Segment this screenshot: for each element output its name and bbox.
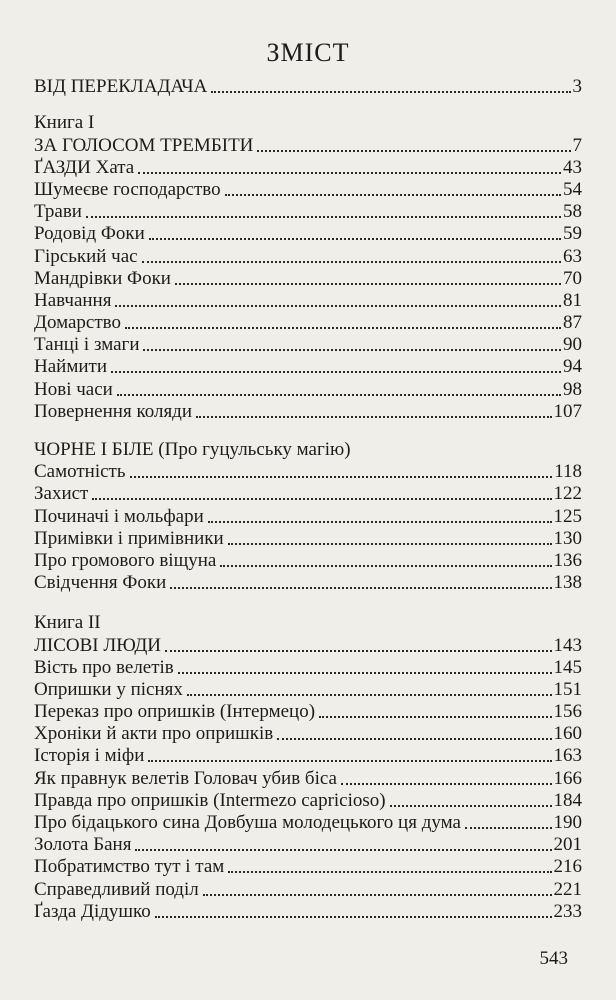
toc-entry bbox=[34, 290, 582, 312]
toc-entry-title: Починачі і мольфари bbox=[34, 505, 204, 527]
dot-leader bbox=[277, 738, 551, 740]
dot-leader bbox=[178, 672, 552, 674]
toc-entry-title: Правда про опришків (Intermezo capricioso) bbox=[34, 789, 386, 811]
dot-leader bbox=[149, 238, 561, 240]
toc-entry bbox=[34, 572, 582, 594]
dot-leader bbox=[228, 543, 552, 545]
toc-entry-page: 156 bbox=[553, 701, 582, 723]
toc-entry-page: 98 bbox=[563, 378, 582, 400]
toc-entry-title: Хроніки й акти про опришків bbox=[34, 723, 274, 745]
toc-entry-page: 145 bbox=[553, 656, 582, 678]
toc-entry bbox=[34, 378, 582, 400]
toc-entry-title: Нові часи bbox=[34, 378, 113, 400]
table-of-contents bbox=[34, 76, 582, 923]
dot-leader bbox=[135, 849, 551, 851]
toc-entry-page: 138 bbox=[553, 572, 582, 594]
toc-entry bbox=[34, 179, 582, 201]
toc-entry bbox=[34, 312, 582, 334]
dot-leader bbox=[341, 783, 552, 785]
toc-entry bbox=[34, 268, 582, 290]
toc-entry-page: 58 bbox=[563, 201, 582, 223]
toc-entry-page: 136 bbox=[553, 549, 582, 571]
toc-entry-title: Наймити bbox=[34, 356, 107, 378]
toc-entry bbox=[34, 812, 582, 834]
toc-entry-page: 201 bbox=[553, 834, 582, 856]
toc-entry bbox=[34, 679, 582, 701]
dot-leader bbox=[92, 498, 551, 500]
toc-entry bbox=[34, 901, 582, 923]
toc-entry-page: 118 bbox=[554, 461, 582, 483]
toc-entry-page: 125 bbox=[553, 505, 582, 527]
toc-entry bbox=[34, 334, 582, 356]
toc-entry bbox=[34, 767, 582, 789]
toc-entry-title: Справедливий поділ bbox=[34, 878, 199, 900]
dot-leader bbox=[203, 894, 552, 896]
toc-entry-page: 143 bbox=[553, 634, 582, 656]
dot-leader bbox=[170, 587, 551, 589]
dot-leader bbox=[228, 871, 551, 873]
toc-entry-title: Гірський час bbox=[34, 245, 138, 267]
toc-entry-title: Золота Баня bbox=[34, 834, 132, 856]
toc-entry-page: 59 bbox=[563, 223, 582, 245]
toc-entry bbox=[34, 201, 582, 223]
toc-entry-title: Як правнук велетів Головач убив біса bbox=[34, 767, 337, 789]
toc-entry-page: 90 bbox=[563, 334, 582, 356]
toc-entry bbox=[34, 505, 582, 527]
toc-entry bbox=[34, 634, 582, 656]
toc-entry bbox=[34, 76, 582, 98]
toc-entry-page: 151 bbox=[553, 678, 582, 700]
toc-entry-page: 63 bbox=[563, 245, 582, 267]
toc-entry-page: 7 bbox=[572, 134, 582, 156]
toc-entry bbox=[34, 745, 582, 767]
toc-entry-title: Навчання bbox=[34, 289, 112, 311]
dot-leader bbox=[125, 327, 561, 329]
dot-leader bbox=[138, 172, 561, 174]
dot-leader bbox=[142, 261, 561, 263]
toc-entry bbox=[34, 134, 582, 156]
toc-entry bbox=[34, 483, 582, 505]
toc-entry bbox=[34, 878, 582, 900]
toc-entry-title: ЛІСОВІ ЛЮДИ bbox=[34, 634, 162, 656]
toc-entry-page: 94 bbox=[563, 356, 582, 378]
toc-entry bbox=[34, 401, 582, 423]
toc-entry-title: Переказ про опришків (Інтермецо) bbox=[34, 701, 316, 723]
toc-entry bbox=[34, 356, 582, 378]
toc-entry-title: Про громового віщуна bbox=[34, 549, 217, 571]
dot-leader bbox=[143, 349, 561, 351]
dot-leader bbox=[465, 827, 552, 829]
toc-entry-title: Примівки і примівники bbox=[34, 527, 224, 549]
toc-entry-title: Самотність bbox=[34, 461, 126, 483]
toc-entry-title: Родовід Фоки bbox=[34, 223, 145, 245]
toc-entry bbox=[34, 790, 582, 812]
toc-entry-page: 107 bbox=[553, 400, 582, 422]
toc-entry bbox=[34, 856, 582, 878]
toc-entry-title: Про бідацького сина Довбуша молодецького ця дума bbox=[34, 812, 461, 833]
dot-leader bbox=[175, 283, 561, 285]
toc-entry-title: Свідчення Фоки bbox=[34, 572, 167, 594]
toc-entry-page: 122 bbox=[553, 483, 582, 505]
toc-entry-title: Побратимство тут і там bbox=[34, 856, 225, 878]
section-gap bbox=[34, 98, 582, 112]
toc-entry-title: Повернення коляди bbox=[34, 400, 193, 422]
toc-entry bbox=[34, 157, 582, 179]
toc-entry bbox=[34, 701, 582, 723]
toc-entry-title: Ґазда Дідушко bbox=[34, 900, 151, 922]
toc-entry-title: Захист bbox=[34, 483, 89, 505]
page-number: 543 bbox=[539, 948, 568, 969]
dot-leader bbox=[225, 194, 561, 196]
toc-entry-page: 54 bbox=[563, 178, 582, 200]
toc-entry-page: 130 bbox=[553, 527, 582, 549]
toc-entry-page: 43 bbox=[563, 156, 582, 178]
toc-entry bbox=[34, 723, 582, 745]
toc-entry-title: Історія і міфи bbox=[34, 745, 145, 767]
toc-entry bbox=[34, 834, 582, 856]
toc-entry-page: 160 bbox=[553, 723, 582, 745]
toc-entry-page: 81 bbox=[563, 289, 582, 311]
section-gap bbox=[34, 594, 582, 612]
dot-leader bbox=[111, 371, 561, 373]
toc-entry bbox=[34, 528, 582, 550]
toc-entry-title: Вість про велетів bbox=[34, 656, 174, 678]
toc-entry-page: 3 bbox=[572, 76, 582, 98]
section-gap bbox=[34, 423, 582, 439]
toc-section-label: Книга І bbox=[34, 112, 95, 134]
toc-entry bbox=[34, 550, 582, 572]
dot-leader bbox=[211, 91, 570, 93]
dot-leader bbox=[115, 305, 561, 307]
toc-entry bbox=[34, 461, 582, 483]
dot-leader bbox=[319, 716, 551, 718]
toc-entry-title: Танці і змаги bbox=[34, 334, 140, 356]
toc-entry-page: 221 bbox=[553, 878, 582, 900]
dot-leader bbox=[208, 521, 552, 523]
dot-leader bbox=[390, 805, 552, 807]
toc-entry-title: ВІД ПЕРЕКЛАДАЧА bbox=[34, 76, 208, 98]
toc-entry-page: 163 bbox=[553, 745, 582, 767]
toc-entry-title: Домарство bbox=[34, 312, 122, 334]
toc-entry bbox=[34, 223, 582, 245]
dot-leader bbox=[196, 416, 551, 418]
dot-leader bbox=[257, 150, 570, 152]
toc-entry-title: ЗА ГОЛОСОМ ТРЕМБІТИ bbox=[34, 134, 254, 156]
dot-leader bbox=[165, 650, 551, 652]
toc-entry bbox=[34, 245, 582, 267]
toc-entry-page: 70 bbox=[563, 267, 582, 289]
dot-leader bbox=[155, 916, 552, 918]
dot-leader bbox=[117, 394, 561, 396]
toc-entry-page: 190 bbox=[553, 812, 582, 833]
toc-entry-title: Опришки у піснях bbox=[34, 678, 183, 700]
dot-leader bbox=[220, 565, 551, 567]
page-title: ЗМІСТ bbox=[266, 38, 350, 67]
dot-leader bbox=[86, 216, 561, 218]
toc-entry-page: 184 bbox=[553, 789, 582, 811]
toc-section-label: ЧОРНЕ І БІЛЕ (Про гуцульську магію) bbox=[34, 438, 351, 460]
toc-section-label: Книга II bbox=[34, 612, 101, 634]
toc-entry-page: 166 bbox=[553, 767, 582, 789]
toc-entry-page: 87 bbox=[563, 312, 582, 334]
toc-entry-title: Шумеєве господарство bbox=[34, 178, 221, 200]
toc-entry bbox=[34, 657, 582, 679]
toc-entry-title: Трави bbox=[34, 201, 82, 223]
dot-leader bbox=[148, 760, 551, 762]
toc-entry-page: 216 bbox=[553, 856, 582, 878]
dot-leader bbox=[187, 694, 552, 696]
toc-entry-title: ҐАЗДИ Хата bbox=[34, 156, 135, 178]
toc-entry-title: Мандрівки Фоки bbox=[34, 267, 171, 289]
toc-entry-page: 233 bbox=[553, 900, 582, 922]
dot-leader bbox=[130, 476, 553, 478]
